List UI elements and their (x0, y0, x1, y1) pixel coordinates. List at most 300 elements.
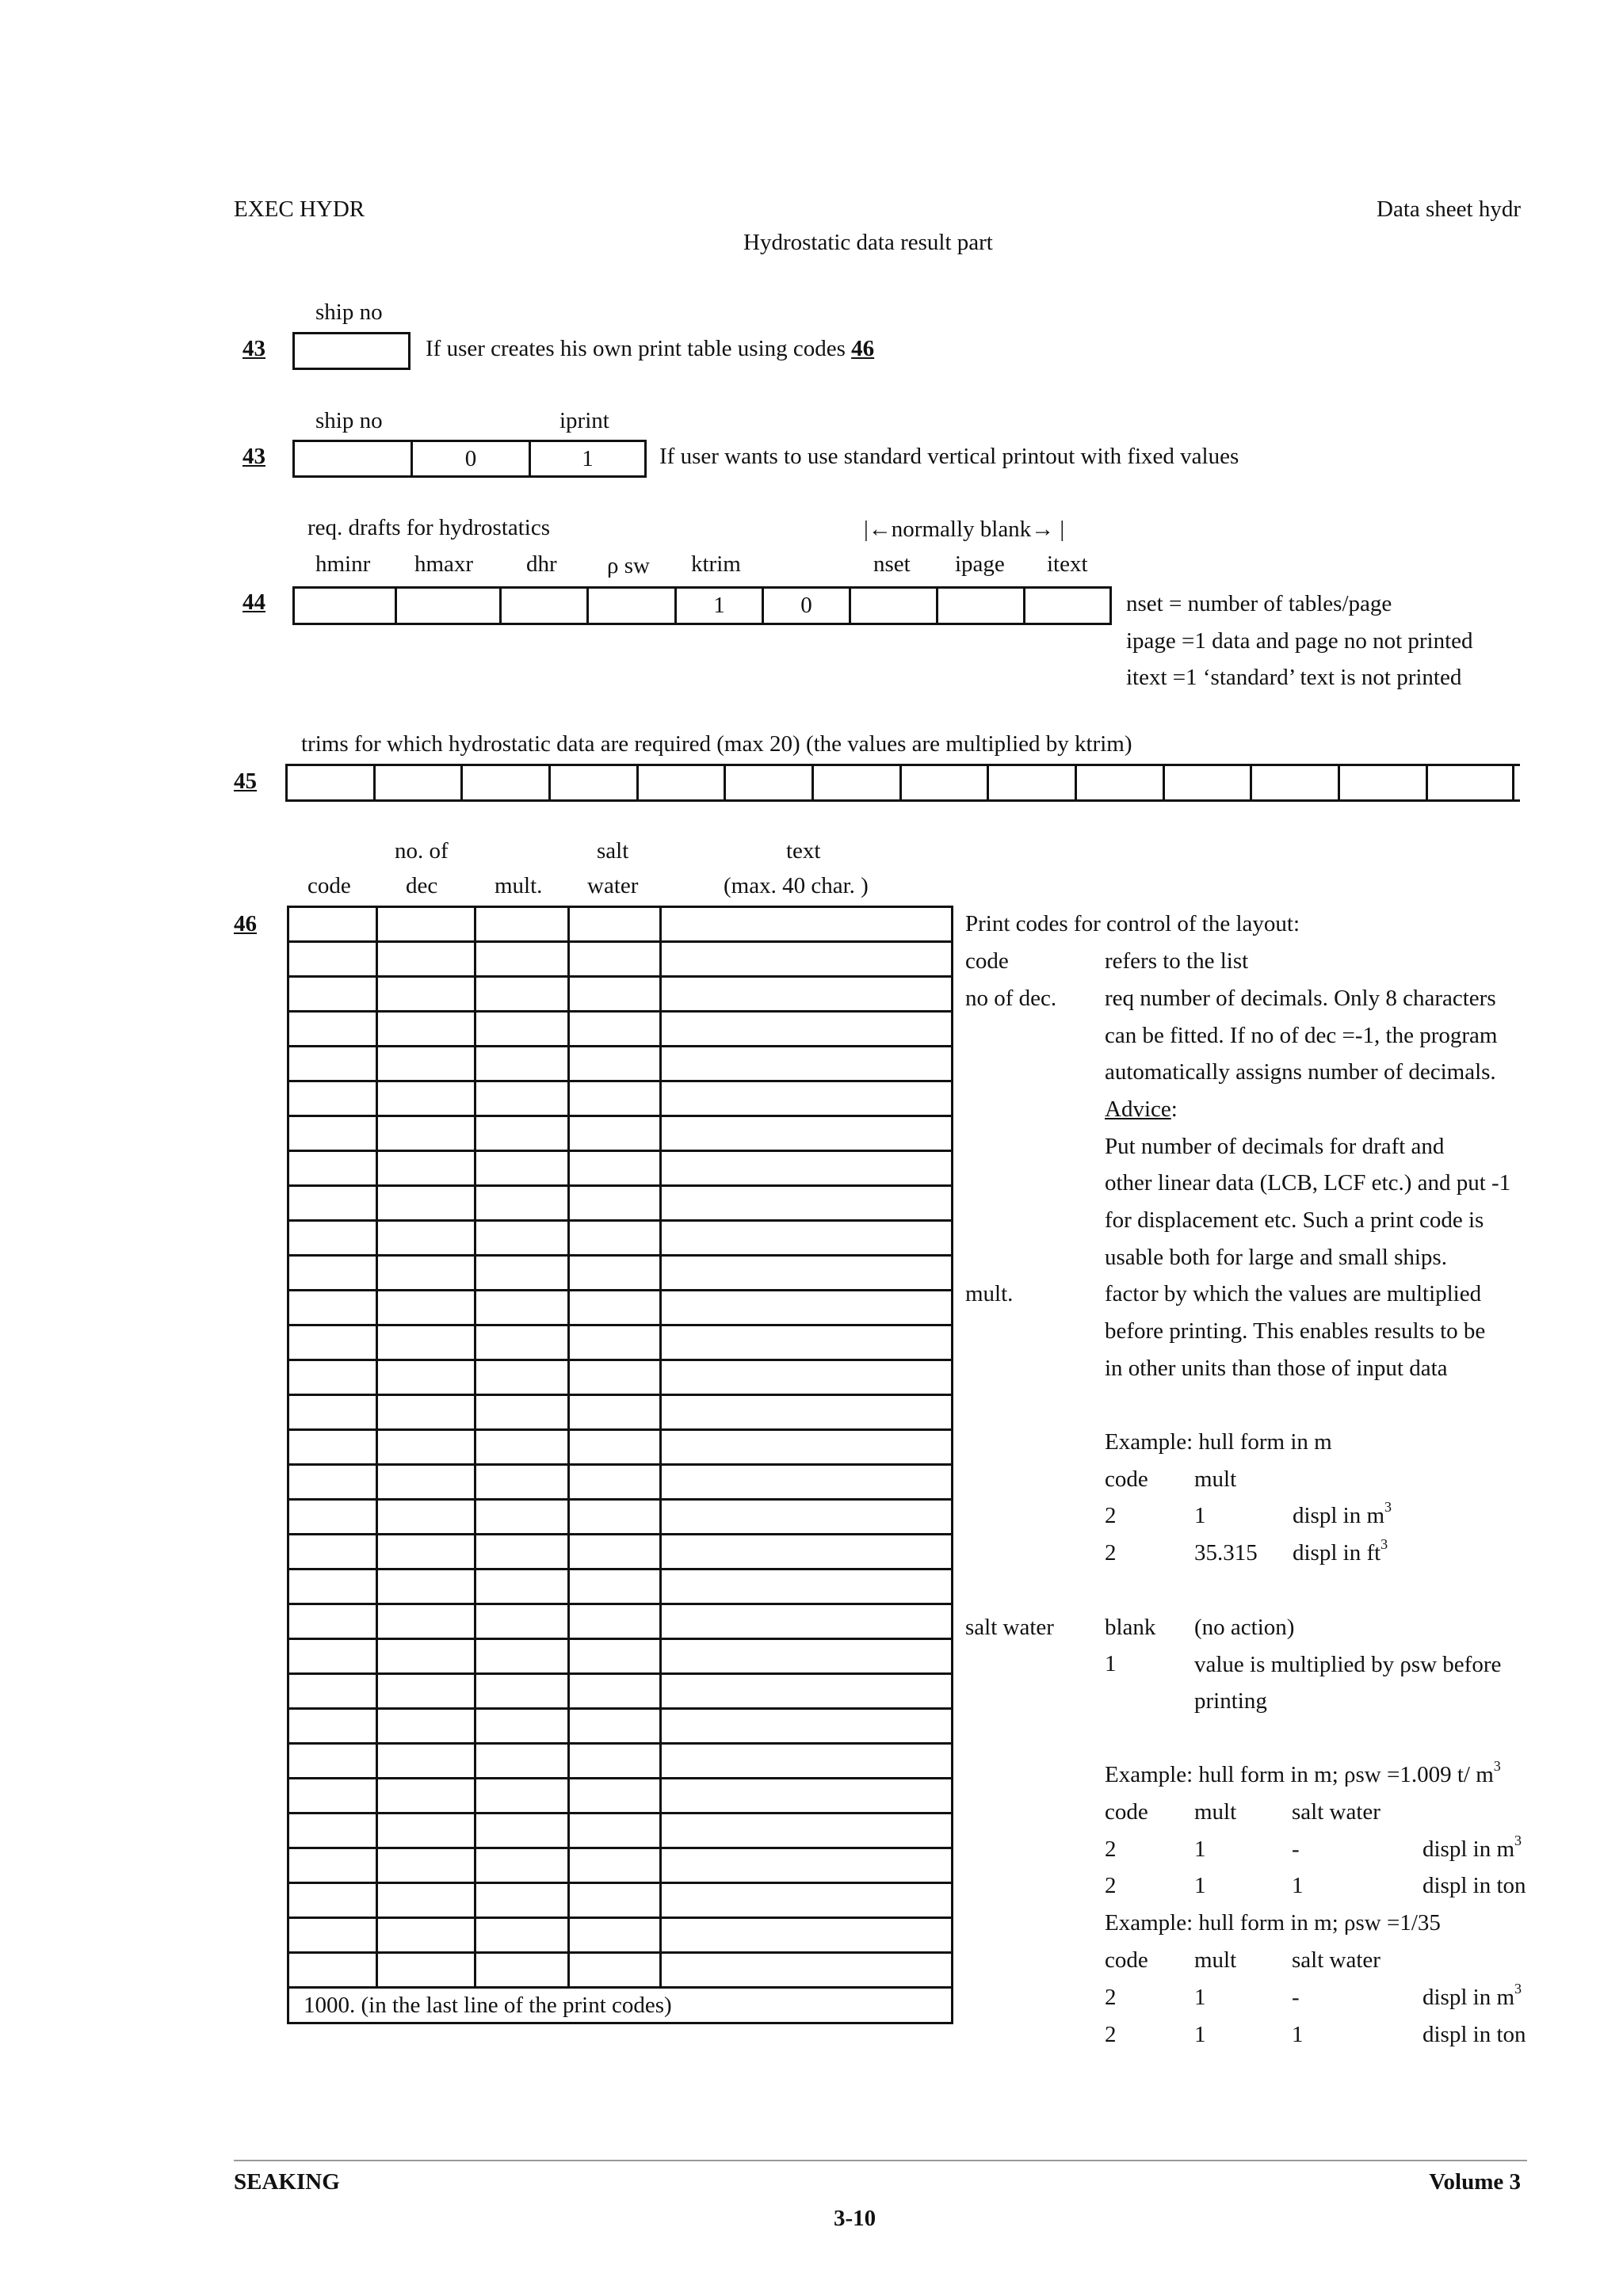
card44-col-hminr: hminr (315, 551, 371, 577)
dec-cell[interactable] (377, 1465, 475, 1500)
text-cell[interactable] (661, 1395, 953, 1430)
salt-water-cell[interactable] (569, 1081, 661, 1116)
mult-cell[interactable] (475, 1221, 569, 1256)
trim-field[interactable] (376, 766, 463, 799)
page-number: 3-10 (834, 2206, 876, 2231)
code-cell[interactable] (288, 977, 377, 1012)
card46-head-code: code (307, 873, 351, 898)
ex2-head-salt: salt water (1292, 1799, 1381, 1825)
footer-right: Volume 3 (1429, 2169, 1521, 2195)
salt-water-cell[interactable] (569, 1674, 661, 1709)
card46-last-line-text: 1000. (in the last line of the print codes) (304, 1992, 672, 2018)
ex2-r1-sup: 3 (1514, 1833, 1522, 1848)
code-cell[interactable] (288, 1814, 377, 1848)
card46-head-dec: dec (406, 873, 438, 898)
table-row (288, 907, 953, 942)
card46-head-dec-top: no. of (395, 838, 449, 864)
salt-water-cell[interactable] (569, 1325, 661, 1360)
salt-water-cell[interactable] (569, 1848, 661, 1883)
code-cell[interactable] (288, 1360, 377, 1395)
page-subtitle: Hydrostatic data result part (743, 230, 993, 255)
dec-cell[interactable] (377, 1116, 475, 1151)
mult-cell[interactable] (475, 1535, 569, 1569)
text-cell[interactable] (661, 1953, 953, 1988)
mult-cell[interactable] (475, 1569, 569, 1604)
code-cell[interactable] (288, 1709, 377, 1744)
card43b-number: 43 (242, 444, 265, 469)
mult-cell[interactable] (475, 1709, 569, 1744)
table-row (288, 1604, 953, 1639)
trim-field[interactable] (1077, 766, 1165, 799)
dec-cell[interactable] (377, 1604, 475, 1639)
salt-water-cell[interactable] (569, 1360, 661, 1395)
card44-note-nset: nset = number of tables/page (1126, 591, 1392, 616)
dec-cell[interactable] (377, 1639, 475, 1674)
trim-field[interactable] (726, 766, 814, 799)
mult-cell[interactable] (475, 1604, 569, 1639)
table-row (288, 1465, 953, 1500)
code-cell[interactable] (288, 1291, 377, 1325)
code-cell[interactable] (288, 1918, 377, 1953)
card46-head-salt: water (587, 873, 639, 898)
salt-water-cell[interactable] (569, 1535, 661, 1569)
text-cell[interactable] (661, 1744, 953, 1779)
ex3-r1-sup: 3 (1514, 1981, 1522, 1997)
card44-fields (292, 586, 1112, 625)
card43b-note: If user wants to use standard vertical printout with fixed values (659, 444, 1239, 469)
dec-cell[interactable] (377, 1883, 475, 1918)
dec-cell[interactable] (377, 977, 475, 1012)
mult-cell[interactable] (475, 1325, 569, 1360)
exp-salt-blank-def: (no action) (1194, 1615, 1295, 1640)
card45-trim-fields (285, 764, 1520, 802)
text-cell[interactable] (661, 1674, 953, 1709)
ex1-r2-text (1293, 1536, 1388, 1566)
mult-cell[interactable] (475, 1465, 569, 1500)
table-row (288, 977, 953, 1012)
code-cell[interactable] (288, 1779, 377, 1814)
code-cell[interactable] (288, 1535, 377, 1569)
text-cell[interactable] (661, 1221, 953, 1256)
salt-water-cell[interactable] (569, 1012, 661, 1047)
card44-col-ktrim: ktrim (691, 551, 741, 577)
exp-salt-term: salt water (965, 1615, 1054, 1640)
table-row (288, 1291, 953, 1325)
dec-cell[interactable] (377, 1151, 475, 1186)
code-cell[interactable] (288, 1116, 377, 1151)
exp-advice (1105, 1098, 1178, 1121)
mult-cell[interactable] (475, 1256, 569, 1291)
dec-cell[interactable] (377, 1500, 475, 1535)
salt-water-cell[interactable] (569, 1814, 661, 1848)
code-cell[interactable] (288, 1569, 377, 1604)
text-cell[interactable] (661, 1709, 953, 1744)
text-cell[interactable] (661, 1186, 953, 1221)
code-cell[interactable] (288, 1151, 377, 1186)
exp-advice-line3: for displacement etc. Such a print code is (1105, 1207, 1484, 1233)
salt-water-cell[interactable] (569, 1569, 661, 1604)
mult-cell[interactable] (475, 1848, 569, 1883)
ex1-r2-code: 2 (1105, 1540, 1117, 1566)
dec-cell[interactable] (377, 1081, 475, 1116)
mult-cell[interactable] (475, 1116, 569, 1151)
salt-water-cell[interactable] (569, 1779, 661, 1814)
mult-cell[interactable] (475, 1674, 569, 1709)
salt-water-cell[interactable] (569, 1221, 661, 1256)
trim-field[interactable] (1340, 766, 1428, 799)
ex2-r1-salt: - (1292, 1836, 1300, 1862)
mult-cell[interactable] (475, 942, 569, 977)
table-row (288, 1709, 953, 1744)
exp-advice-line4: usable both for large and small ships. (1105, 1245, 1447, 1270)
table-row (288, 1848, 953, 1883)
dec-cell[interactable] (377, 1953, 475, 1988)
dec-cell[interactable] (377, 1709, 475, 1744)
trim-field[interactable] (288, 766, 376, 799)
salt-water-cell[interactable] (569, 1465, 661, 1500)
table-row (288, 1430, 953, 1465)
code-cell[interactable] (288, 1430, 377, 1465)
salt-water-cell[interactable] (569, 1500, 661, 1535)
table-row (288, 1081, 953, 1116)
code-cell[interactable] (288, 1848, 377, 1883)
dec-cell[interactable] (377, 1430, 475, 1465)
ex2-r2-mult: 1 (1194, 1873, 1206, 1898)
trim-field[interactable] (551, 766, 639, 799)
salt-water-cell[interactable] (569, 907, 661, 942)
mult-cell[interactable] (475, 1918, 569, 1953)
ex3-head-code: code (1105, 1947, 1148, 1973)
ex2-r1-text (1423, 1833, 1522, 1862)
card44-note-itext: itext =1 ‘standard’ text is not printed (1126, 665, 1462, 690)
card43a-shipno-field[interactable] (292, 332, 411, 370)
dec-cell[interactable] (377, 1221, 475, 1256)
card43a-note-text: If user creates his own print table using codes (426, 336, 852, 361)
exp-mult-line3: in other units than those of input data (1105, 1356, 1448, 1381)
mult-cell[interactable] (475, 1883, 569, 1918)
table-row (288, 1151, 953, 1186)
trim-field[interactable] (1252, 766, 1340, 799)
table-row (288, 1779, 953, 1814)
mult-cell[interactable] (475, 977, 569, 1012)
mult-cell[interactable] (475, 1012, 569, 1047)
mult-cell[interactable] (475, 1500, 569, 1535)
exp-code-term: code (965, 948, 1009, 974)
table-row (288, 1047, 953, 1081)
salt-water-cell[interactable] (569, 1744, 661, 1779)
card46-head-mult: mult. (495, 873, 543, 898)
ex3-head-mult: mult (1194, 1947, 1237, 1973)
text-cell[interactable] (661, 1604, 953, 1639)
card44-ktrim-value: 1 (713, 593, 725, 618)
card44-field-rhosw[interactable] (589, 589, 677, 623)
exp-salt-blank: blank (1105, 1615, 1156, 1640)
mult-cell[interactable] (475, 1047, 569, 1081)
card44-field-nset[interactable] (851, 589, 938, 623)
card43b-shipno-field[interactable] (295, 442, 413, 475)
text-cell[interactable] (661, 1256, 953, 1291)
ex3-r2-code: 2 (1105, 2022, 1117, 2047)
trim-field[interactable] (902, 766, 989, 799)
dec-cell[interactable] (377, 1012, 475, 1047)
code-cell[interactable] (288, 1883, 377, 1918)
exp-dec-line1: req number of decimals. Only 8 characters (1105, 986, 1496, 1011)
card43b-fields (292, 440, 647, 478)
mult-cell[interactable] (475, 1779, 569, 1814)
card44-normally-blank: |←normally blank→ | (864, 517, 1065, 542)
text-cell[interactable] (661, 1291, 953, 1325)
ex1-r2-mult: 35.315 (1194, 1540, 1258, 1566)
ex2-r2-text: displ in ton (1423, 1873, 1526, 1898)
text-cell[interactable] (661, 1465, 953, 1500)
ex1-r1-text-main: displ in m (1293, 1503, 1385, 1528)
text-cell[interactable] (661, 1639, 953, 1674)
exp-salt-one-line2: printing (1194, 1688, 1267, 1714)
card43a-number: 43 (242, 336, 265, 361)
exp-advice-line2: other linear data (LCB, LCF etc.) and put -1 (1105, 1170, 1511, 1196)
ex2-r2-code: 2 (1105, 1873, 1117, 1898)
trim-field[interactable] (463, 766, 551, 799)
text-cell[interactable] (661, 1012, 953, 1047)
table-row (288, 942, 953, 977)
mult-cell[interactable] (475, 1186, 569, 1221)
code-cell[interactable] (288, 907, 377, 942)
salt-water-cell[interactable] (569, 1186, 661, 1221)
card44-col-ipage: ipage (955, 551, 1005, 577)
table-row (288, 1814, 953, 1848)
dec-cell[interactable] (377, 1291, 475, 1325)
mult-cell[interactable] (475, 907, 569, 942)
card43b-zero-value: 0 (464, 445, 477, 471)
card43b-iprint-field[interactable] (531, 442, 647, 475)
salt-water-cell[interactable] (569, 1604, 661, 1639)
table-row (288, 1500, 953, 1535)
code-cell[interactable] (288, 942, 377, 977)
mult-cell[interactable] (475, 1360, 569, 1395)
table-row (288, 1256, 953, 1291)
card44-field-hmaxr[interactable] (397, 589, 502, 623)
ex2-r1-mult: 1 (1194, 1836, 1206, 1862)
exp-salt-one: 1 (1105, 1651, 1117, 1676)
dec-cell[interactable] (377, 1360, 475, 1395)
dec-cell[interactable] (377, 1047, 475, 1081)
dec-cell[interactable] (377, 1918, 475, 1953)
mult-cell[interactable] (475, 1430, 569, 1465)
table-row (288, 1221, 953, 1256)
trim-field[interactable] (989, 766, 1077, 799)
text-cell[interactable] (661, 1500, 953, 1535)
salt-water-cell[interactable] (569, 1639, 661, 1674)
mult-cell[interactable] (475, 1814, 569, 1848)
dec-cell[interactable] (377, 942, 475, 977)
text-cell[interactable] (661, 1047, 953, 1081)
salt-water-cell[interactable] (569, 977, 661, 1012)
mult-cell[interactable] (475, 1744, 569, 1779)
mult-cell[interactable] (475, 1953, 569, 1988)
card46-number: 46 (234, 911, 257, 936)
text-cell[interactable] (661, 1360, 953, 1395)
mult-cell[interactable] (475, 1291, 569, 1325)
card44-col-nset: nset (873, 551, 911, 577)
exp-advice-colon: : (1170, 1097, 1178, 1122)
text-cell[interactable] (661, 1081, 953, 1116)
code-cell[interactable] (288, 1639, 377, 1674)
table-row (288, 1744, 953, 1779)
ex3-r1-mult: 1 (1194, 1985, 1206, 2010)
salt-water-cell[interactable] (569, 1883, 661, 1918)
table-row (288, 1918, 953, 1953)
card44-col-hmaxr: hmaxr (414, 551, 474, 577)
code-cell[interactable] (288, 1256, 377, 1291)
salt-water-cell[interactable] (569, 1116, 661, 1151)
card44-number: 44 (242, 589, 265, 615)
code-cell[interactable] (288, 1465, 377, 1500)
card44-col-itext: itext (1047, 551, 1088, 577)
card44-field-hminr[interactable] (295, 589, 397, 623)
exp-advice-line1: Put number of decimals for draft and (1105, 1134, 1445, 1159)
text-cell[interactable] (661, 942, 953, 977)
salt-water-cell[interactable] (569, 1291, 661, 1325)
card44-field-ipage[interactable] (938, 589, 1025, 623)
trim-field[interactable] (814, 766, 902, 799)
salt-water-cell[interactable] (569, 1047, 661, 1081)
card44-col-dhr: dhr (526, 551, 557, 577)
salt-water-cell[interactable] (569, 1709, 661, 1744)
ex1-head-mult: mult (1194, 1466, 1237, 1492)
ex1-title: Example: hull form in m (1105, 1429, 1332, 1455)
dec-cell[interactable] (377, 1535, 475, 1569)
text-cell[interactable] (661, 1535, 953, 1569)
exp-salt-one-line1: value is multiplied by ρsw before (1194, 1652, 1502, 1677)
header-right: Data sheet hydr (1377, 196, 1521, 222)
table-row (288, 1116, 953, 1151)
dec-cell[interactable] (377, 1569, 475, 1604)
code-cell[interactable] (288, 1953, 377, 1988)
exp-dec-line2: can be fitted. If no of dec =-1, the program (1105, 1023, 1498, 1048)
dec-cell[interactable] (377, 1674, 475, 1709)
trim-field[interactable] (1165, 766, 1252, 799)
code-cell[interactable] (288, 1744, 377, 1779)
code-cell[interactable] (288, 1500, 377, 1535)
salt-water-cell[interactable] (569, 1953, 661, 1988)
text-cell[interactable] (661, 1848, 953, 1883)
text-cell[interactable] (661, 1883, 953, 1918)
mult-cell[interactable] (475, 1081, 569, 1116)
ex1-r1-sup: 3 (1384, 1499, 1392, 1515)
explanation-title: Print codes for control of the layout: (965, 911, 1300, 936)
code-cell[interactable] (288, 1604, 377, 1639)
dec-cell[interactable] (377, 907, 475, 942)
salt-water-cell[interactable] (569, 1918, 661, 1953)
card46-last-line-row (288, 1988, 953, 2023)
dec-cell[interactable] (377, 1848, 475, 1883)
footer-left: SEAKING (234, 2169, 340, 2195)
ex3-title: Example: hull form in m; ρsw =1/35 (1105, 1910, 1441, 1936)
dec-cell[interactable] (377, 1325, 475, 1360)
ex1-r2-sup: 3 (1381, 1536, 1388, 1552)
code-cell[interactable] (288, 1186, 377, 1221)
card45-number: 45 (234, 769, 257, 794)
exp-mult-line2: before printing. This enables results to be (1105, 1318, 1486, 1344)
code-cell[interactable] (288, 1395, 377, 1430)
card46-head-salt-top: salt (597, 838, 629, 864)
card43a-note-ref: 46 (851, 336, 875, 361)
text-cell[interactable] (661, 1430, 953, 1465)
code-cell[interactable] (288, 1081, 377, 1116)
table-row (288, 1953, 953, 1988)
salt-water-cell[interactable] (569, 942, 661, 977)
card44-field-ktrim[interactable] (677, 589, 764, 623)
code-cell[interactable] (288, 1047, 377, 1081)
ex2-r1-text-main: displ in m (1423, 1836, 1515, 1862)
exp-dec-line3: automatically assigns number of decimals. (1105, 1059, 1496, 1085)
dec-cell[interactable] (377, 1744, 475, 1779)
salt-water-cell[interactable] (569, 1151, 661, 1186)
text-cell[interactable] (661, 1918, 953, 1953)
table-row (288, 1186, 953, 1221)
text-cell[interactable] (661, 1569, 953, 1604)
salt-water-cell[interactable] (569, 1395, 661, 1430)
mult-cell[interactable] (475, 1395, 569, 1430)
table-row (288, 1535, 953, 1569)
code-cell[interactable] (288, 1221, 377, 1256)
ex3-r1-text-main: displ in m (1423, 1985, 1515, 2010)
exp-mult-line1: factor by which the values are multiplied (1105, 1281, 1482, 1306)
mult-cell[interactable] (475, 1639, 569, 1674)
ex3-r2-salt: 1 (1292, 2022, 1304, 2047)
exp-code-def: refers to the list (1105, 948, 1249, 974)
ex3-r1-salt: - (1292, 1985, 1300, 2010)
card46-head-text: (max. 40 char. ) (724, 873, 869, 898)
card44-field-ktrim2[interactable] (764, 589, 851, 623)
dec-cell[interactable] (377, 1186, 475, 1221)
card44-field-dhr[interactable] (502, 589, 589, 623)
text-cell[interactable] (661, 1779, 953, 1814)
card43b-zero-field[interactable] (413, 442, 531, 475)
dec-cell[interactable] (377, 1395, 475, 1430)
table-row (288, 1639, 953, 1674)
text-cell[interactable] (661, 1151, 953, 1186)
card43a-shipno-label: ship no (315, 299, 383, 325)
text-cell[interactable] (661, 1325, 953, 1360)
dec-cell[interactable] (377, 1256, 475, 1291)
trim-field[interactable] (639, 766, 726, 799)
trim-field[interactable] (1428, 766, 1514, 799)
salt-water-cell[interactable] (569, 1256, 661, 1291)
ex2-title-sup: 3 (1493, 1758, 1501, 1774)
text-cell[interactable] (661, 1814, 953, 1848)
card44-field-itext[interactable] (1025, 589, 1112, 623)
card43b-shipno-label: ship no (315, 408, 383, 433)
exp-mult-term: mult. (965, 1281, 1014, 1306)
ex1-head-code: code (1105, 1466, 1148, 1492)
dec-cell[interactable] (377, 1814, 475, 1848)
card44-note-ipage: ipage =1 data and page no not printed (1126, 628, 1473, 654)
salt-water-cell[interactable] (569, 1430, 661, 1465)
ex3-r2-mult: 1 (1194, 2022, 1206, 2047)
mult-cell[interactable] (475, 1151, 569, 1186)
text-cell[interactable] (661, 1116, 953, 1151)
ex2-head-mult: mult (1194, 1799, 1237, 1825)
code-cell[interactable] (288, 1674, 377, 1709)
code-cell[interactable] (288, 1325, 377, 1360)
card44-group-label: req. drafts for hydrostatics (307, 515, 551, 540)
card46-last-line (288, 1988, 953, 2023)
text-cell[interactable] (661, 907, 953, 942)
text-cell[interactable] (661, 977, 953, 1012)
dec-cell[interactable] (377, 1779, 475, 1814)
code-cell[interactable] (288, 1012, 377, 1047)
